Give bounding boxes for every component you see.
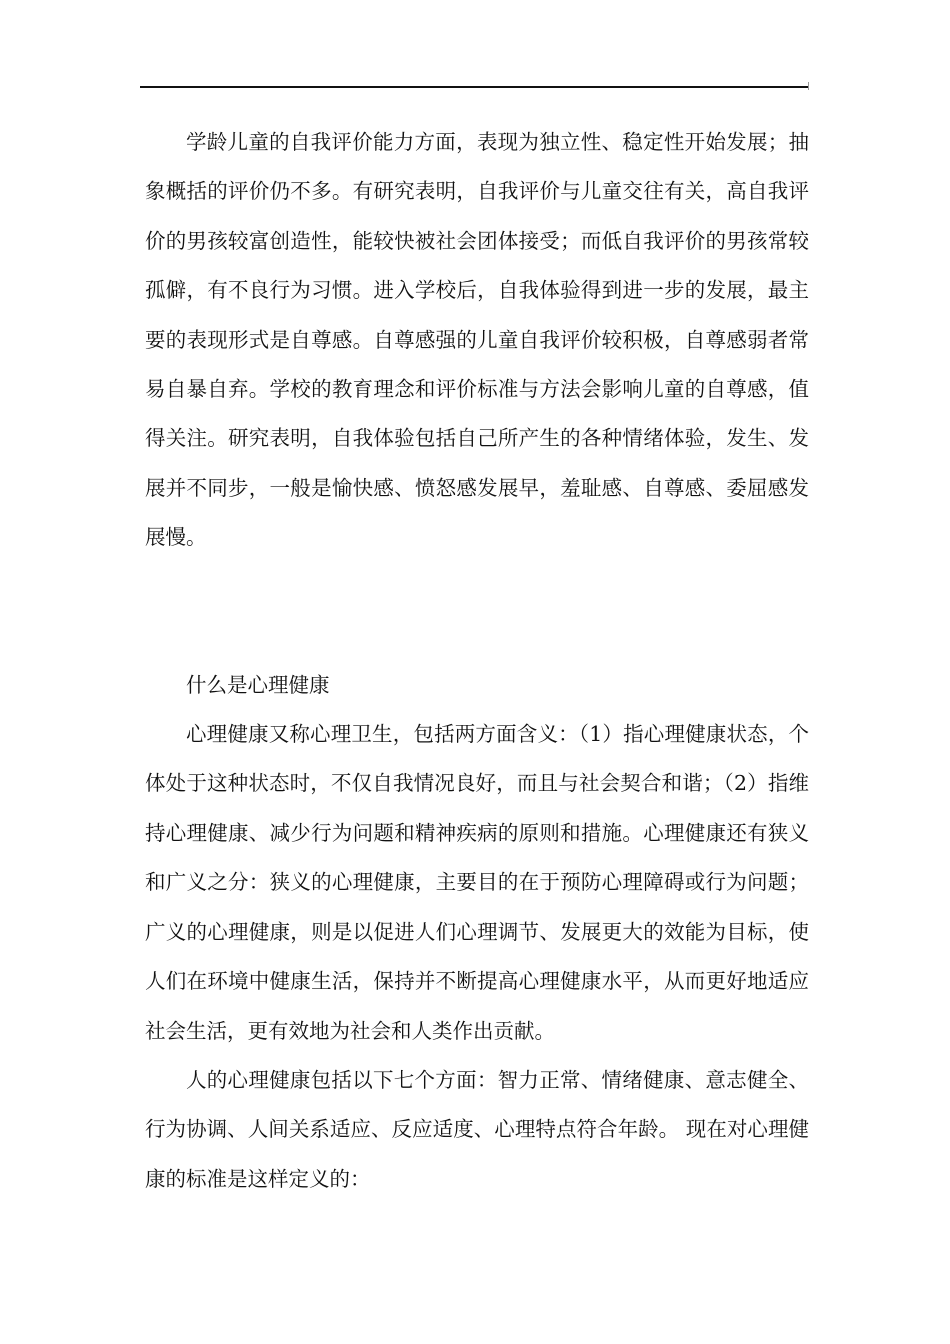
document-body <box>145 118 809 1204</box>
paragraph-self-evaluation: 学龄儿童的自我评价能力方面，表现为独立性、稳定性开始发展；抽象概括的评价仍不多。有研究表明，自我评价与儿童交往有关，高自我评价的男孩较富创造性，能较快被社会团体接受；而低自我评价的男孩常较孤僻，有不良行为习惯。进入学校后，自我体验得到进一步的发展，最主要的表现形式是自尊感。自尊感强的儿童自我评价较积极，自尊感弱者常易自暴自弃。学校的教育理念和评价标准与方法会影响儿童的自尊感，值得关注。研究表明，自我体验包括自己所产生的各种情绪体验，发生、发展并不同步，一般是愉快感、愤怒感发展早，羞耻感、自尊感、委屈感发展慢。 <box>145 130 809 550</box>
paragraph-mental-health-aspects: 人的心理健康包括以下七个方面：智力正常、情绪健康、意志健全、行为协调、人间关系适应、反应适度、心理特点符合年龄。 现在对心理健康的标准是这样定义的： <box>145 1067 809 1191</box>
section-title: 什么是心理健康 <box>186 672 330 697</box>
header-rule <box>140 86 808 88</box>
section-spacer <box>145 563 809 661</box>
paragraph-mental-health-definition: 心理健康又称心理卫生，包括两方面含义：（1）指心理健康状态，个体处于这种状态时，不仅自我情况良好，而且与社会契合和谐；（2）指维持心理健康、减少行为问题和精神疾病的原则和措施。心理健康还有狭义和广义之分：狭义的心理健康，主要目的在于预防心理障碍或行为问题；广义的心理健康，则是以促进人们心理调节、发展更大的效能为目标，使人们在环境中健康生活，保持并不断提高心理健康水平，从而更好地适应社会生活，更有效地为社会和人类作出贡献。 <box>145 722 809 1043</box>
header-rule-end-mark <box>808 82 809 90</box>
